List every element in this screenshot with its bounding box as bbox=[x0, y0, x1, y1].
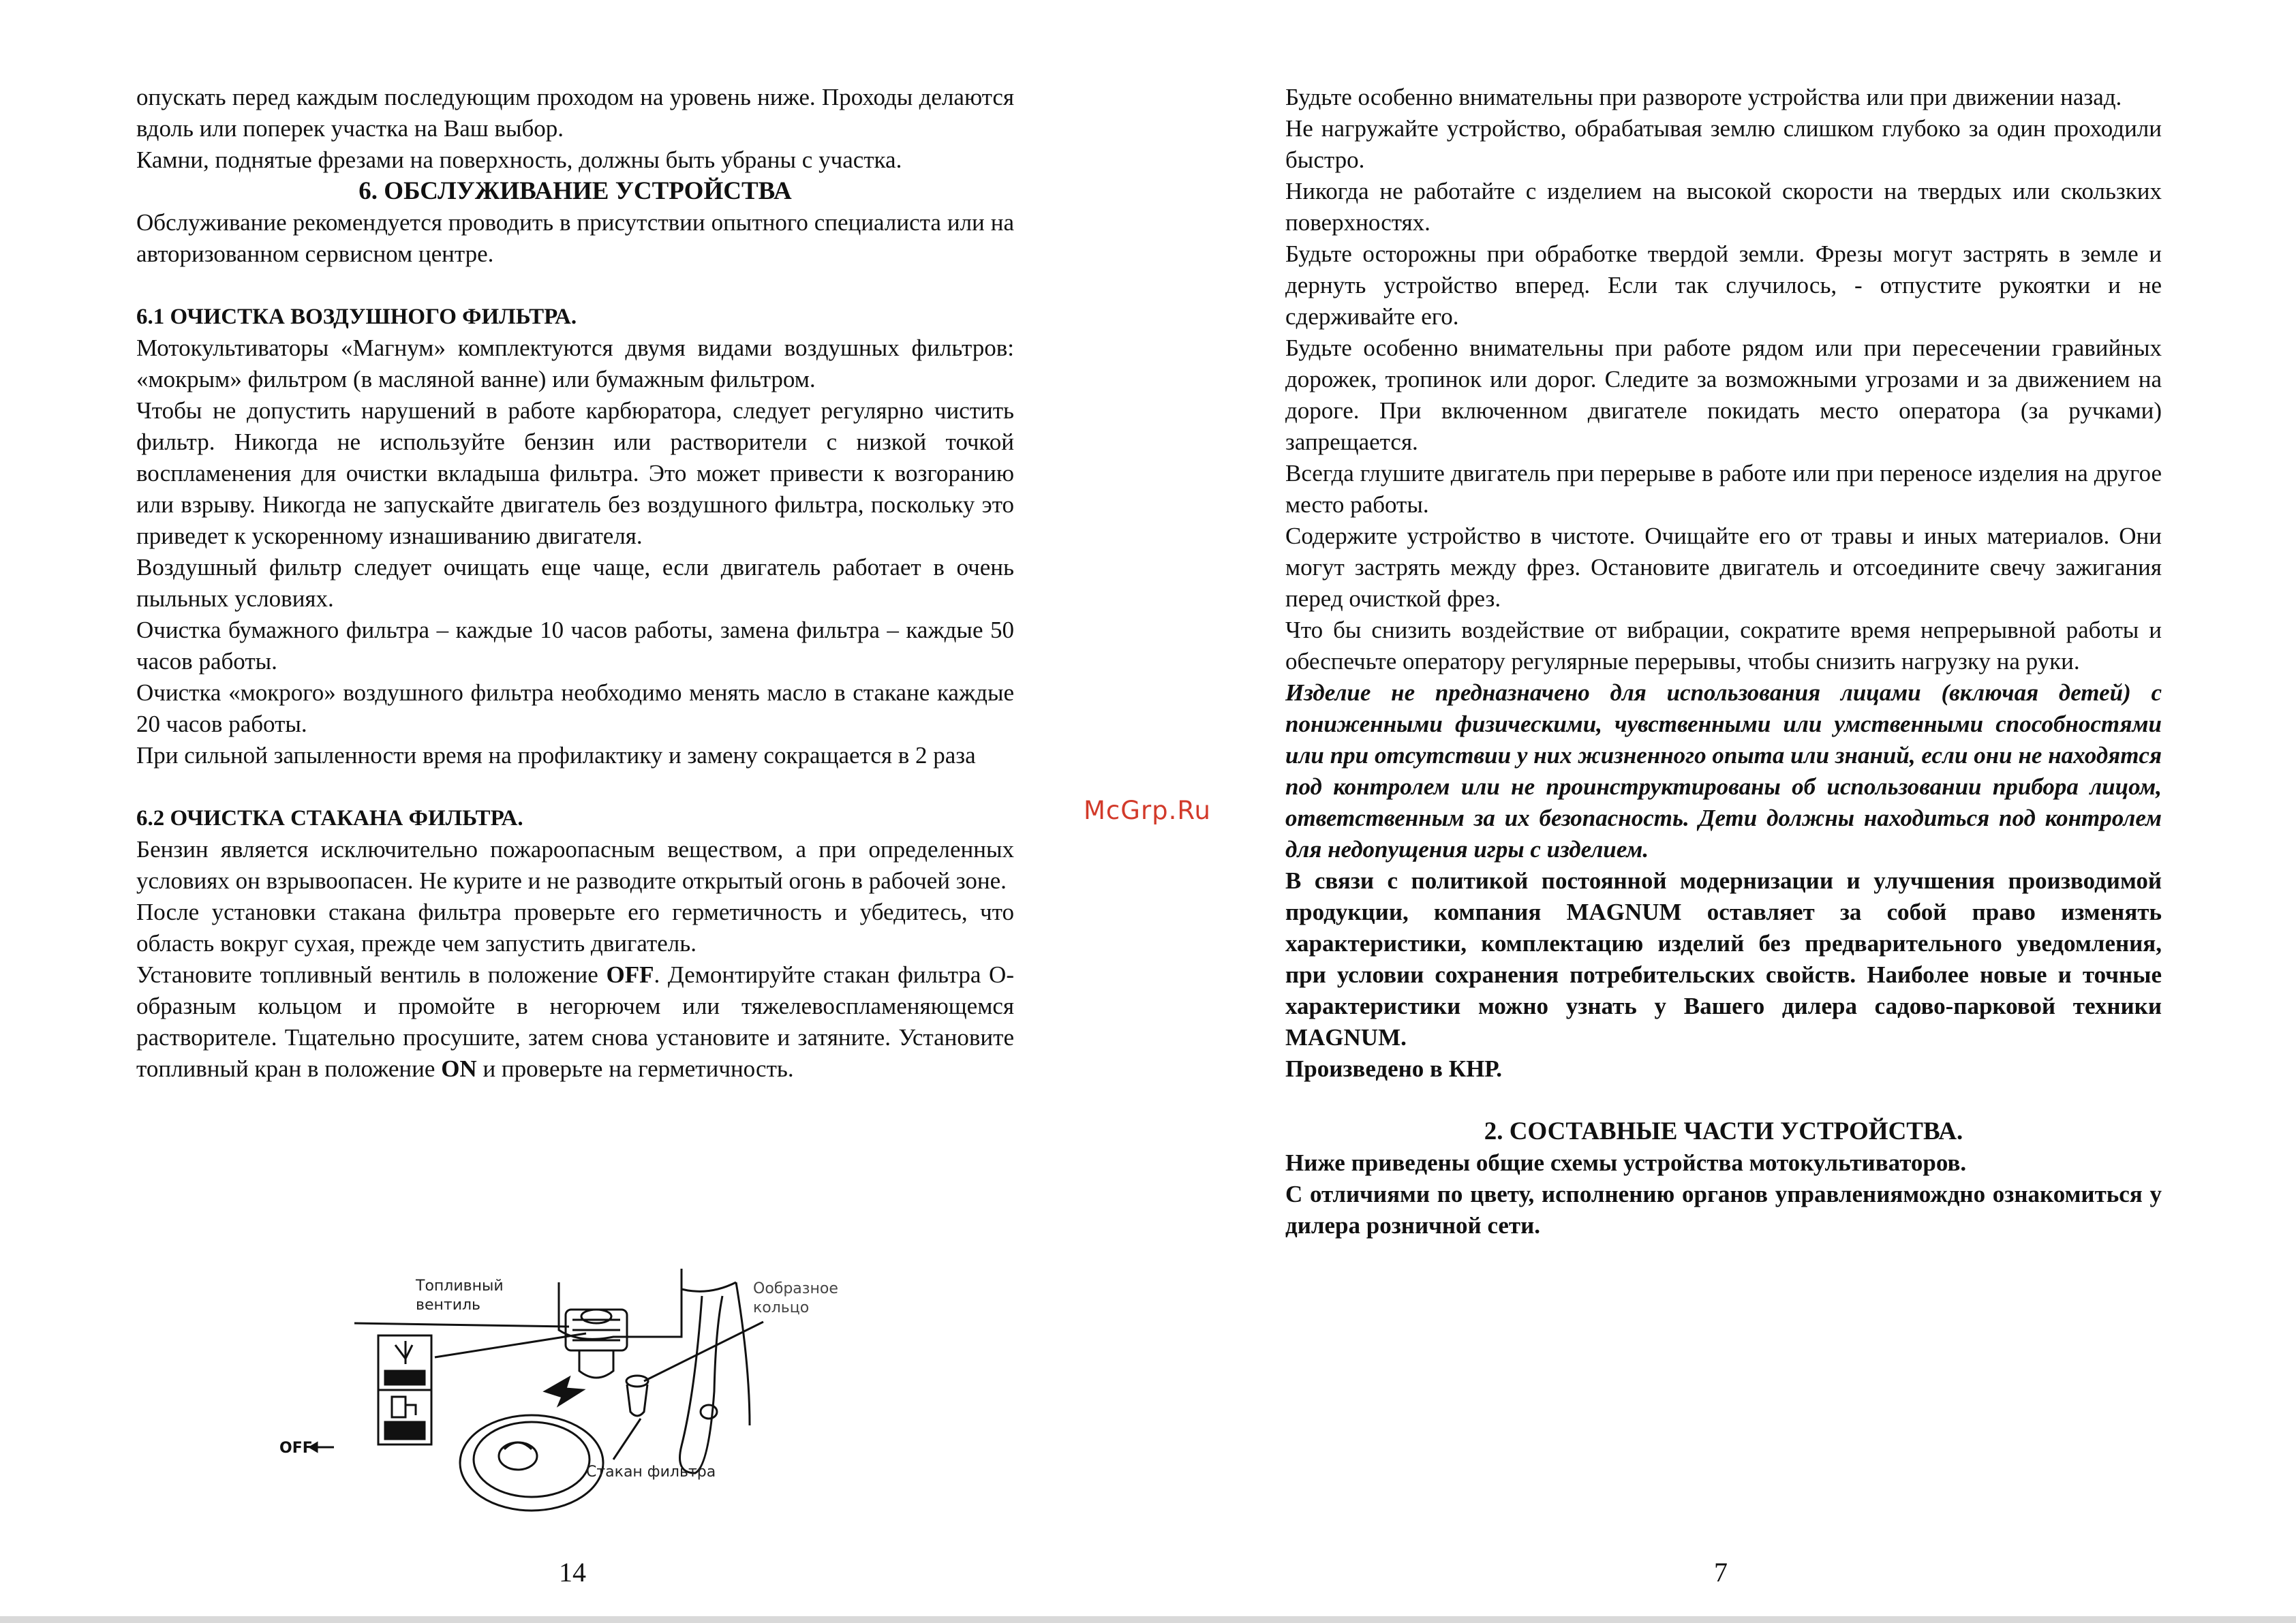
left-page bbox=[136, 82, 1014, 1085]
paragraph: Всегда глушите двигатель при перерыве в работе или при переносе изделия на другое место работы. bbox=[1285, 460, 2162, 518]
paragraph: Очистка «мокрого» воздушного фильтра необходимо менять масло в стакане каждые 20 часов работы. bbox=[136, 679, 1014, 737]
on-term: ON bbox=[441, 1055, 477, 1082]
paragraph: Будьте особенно внимательны при развороте устройства или при движении назад. bbox=[1285, 84, 2122, 110]
paragraph: После установки стакана фильтра проверьте его герметичность и убедитесь, что область вокруг сухая, прежде чем запустить двигатель. bbox=[136, 899, 1014, 957]
paragraph: Бензин является исключительно пожароопасным веществом, а при определенных условиях он взрывоопасен. Не курите и не разводите открытый огонь в рабочей зоне. bbox=[136, 836, 1014, 894]
label-cup: Стакан фильтра bbox=[586, 1464, 716, 1481]
notice-bold: В связи с политикой постоянной модернизации и улучшения производимой продукции, компания MAGNUM оставляет за собой право изменять характеристики, комплектацию изделий без предварительного уведомления, при условии сохранения потребительских свойств. Наиболее новые и точные характеристики можно узнать у Вашего дилера садово-парковой техники MAGNUM. bbox=[1285, 867, 2162, 1051]
paragraph: Будьте осторожны при обработке твердой земли. Фрезы могут застрять в земле и дернуть устройство вперед. Если так случилось, - отпустите рукоятки и не сдерживайте его. bbox=[1285, 241, 2162, 330]
off-term: OFF bbox=[606, 961, 654, 988]
paragraph: Будьте особенно внимательны при работе рядом или при пересечении гравийных дорожек, тропинок или дорог. Следите за возможными угрозами и за движением на дороге. При включенном двигателе покидать место оператора (за ручками) запрещается. bbox=[1285, 335, 2162, 455]
paragraph: Чтобы не допустить нарушений в работе карбюратора, следует регулярно чистить фильтр. Никогда не используйте бензин или растворители с низкой точкой воспламенения для очистки вкладыша фильтра. Это может привести к возгоранию или взрыву. Никогда не запускайте двигатель без воздушного фильтра, поскольку это приведет к ускоренному изнашиванию двигателя. bbox=[136, 397, 1014, 549]
paragraph: Воздушный фильтр следует очищать еще чаще, если двигатель работает в очень пыльных условиях. bbox=[136, 554, 1014, 612]
paragraph: Очистка бумажного фильтра – каждые 10 часов работы, замена фильтра – каждые 50 часов работы. bbox=[136, 617, 1014, 675]
filter-cup bbox=[627, 1385, 647, 1416]
paragraph: Не нагружайте устройство, обрабатывая землю слишком глубоко за один проходили быстро. bbox=[1285, 115, 2162, 173]
fuel-filter-diagram bbox=[259, 1269, 872, 1528]
section-heading: 6. ОБСЛУЖИВАНИЕ УСТРОЙСТВА bbox=[358, 177, 792, 205]
scan-border bbox=[0, 1616, 2296, 1623]
label-valve-2: вентиль bbox=[416, 1297, 481, 1314]
paragraph: Мотокультиваторы «Магнум» комплектуются двумя видами воздушных фильтров: «мокрым» фильтром (в масляной ванне) или бумажным фильтром. bbox=[136, 335, 1014, 392]
paragraph: Содержите устройство в чистоте. Очищайте его от травы и иных материалов. Они могут застрять между фрез. Остановите двигатель и отсоедините свечу зажигания перед очисткой фрез. bbox=[1285, 523, 2162, 612]
right-page bbox=[1285, 82, 2162, 1241]
paragraph: С отличиями по цвету, исполнению органов управлениямождно ознакомиться у дилера розничной сети. bbox=[1285, 1181, 2162, 1239]
paragraph: опускать перед каждым последующим проходом на уровень ниже. Проходы делаются вдоль или поперек участка на Ваш выбор. bbox=[136, 84, 1014, 142]
label-valve-1: Топливный bbox=[416, 1278, 504, 1295]
arrow-icon bbox=[545, 1378, 583, 1405]
label-ring-2: кольцо bbox=[753, 1299, 810, 1316]
paragraph: Что бы снизить воздействие от вибрации, сократите время непрерывной работы и обеспечьте оператору регулярные перерывы, чтобы снизить нагрузку на руки. bbox=[1285, 617, 2162, 675]
section-heading: 2. СОСТАВНЫЕ ЧАСТИ УСТРОЙСТВА. bbox=[1484, 1117, 1963, 1145]
paragraph: Никогда не работайте с изделием на высокой скорости на твердых или скользких поверхностях. bbox=[1285, 178, 2162, 236]
made-in: Произведено в КНР. bbox=[1285, 1055, 1503, 1082]
page-number-left: 14 bbox=[559, 1557, 586, 1588]
label-ring-1: Ообразное bbox=[753, 1280, 838, 1297]
engine-outline bbox=[559, 1269, 682, 1339]
paragraph: Обслуживание рекомендуется проводить в присутствии опытного специалиста или на авторизованном сервисном центре. bbox=[136, 209, 1014, 267]
label-off: OFF bbox=[279, 1440, 313, 1457]
subsection-heading: 6.1 ОЧИСТКА ВОЗДУШНОГО ФИЛЬТРА. bbox=[136, 305, 577, 329]
paragraph: Камни, поднятые фрезами на поверхность, должны быть убраны с участка. bbox=[136, 146, 902, 173]
paragraph-valve: Установите топливный вентиль в положение OFF. Демонтируйте стакан фильтра О-образным кольцом и промойте в негорючем или тяжелевоспламеняющемся растворителе. Тщательно просушите, затем снова установите и затяните. Установите топливный кран в положение ON и проверьте на герметичность. bbox=[136, 961, 1014, 1082]
warning-italic: Изделие не предназначено для использования лицами (включая детей) с пониженными физическими, чувственными или умственными способностями или при отсутствии у них жизненного опыта или знаний, если они не находятся под контролем или не проинструктированы об использовании прибора лицом, ответственным за их безопасность. Дети должны находиться под контролем для недопущения игры с изделием. bbox=[1285, 679, 2162, 863]
paragraph: При сильной запыленности время на профилактику и замену сокращается в 2 раза bbox=[136, 742, 976, 769]
watermark: McGrp.Ru bbox=[1084, 796, 1211, 825]
subsection-heading: 6.2 ОЧИСТКА СТАКАНА ФИЛЬТРА. bbox=[136, 806, 523, 831]
page-number-right: 7 bbox=[1714, 1557, 1728, 1588]
paragraph: Ниже приведены общие схемы устройства мотокультиваторов. bbox=[1285, 1149, 1967, 1176]
